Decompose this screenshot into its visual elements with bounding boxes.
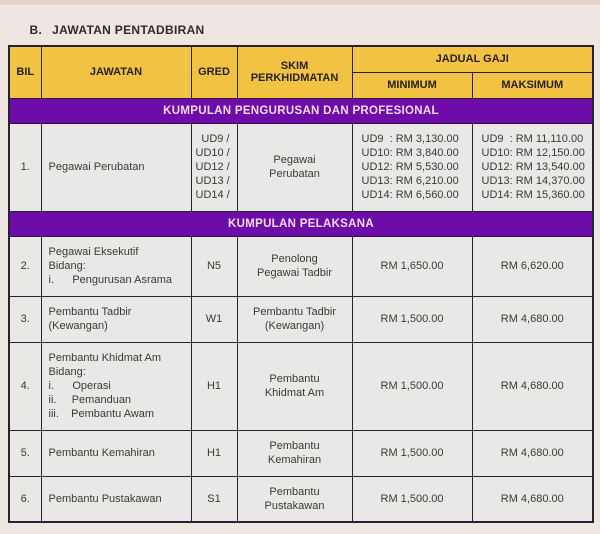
cell-gaji-maksimum xyxy=(472,296,593,342)
cell-line: H1 xyxy=(206,380,222,392)
cell-gaji-maksimum xyxy=(472,476,593,522)
table-row xyxy=(9,123,593,211)
cell-jawatan xyxy=(41,236,191,296)
cell-skim-perkhidmatan xyxy=(237,342,352,430)
table-header-row-1 xyxy=(9,46,593,72)
cell-line: Pembantu Khidmat Am xyxy=(48,352,162,364)
cell-gred xyxy=(191,236,237,296)
cell-line: UD10: RM 12,150.00 xyxy=(481,147,585,159)
cell-gred xyxy=(191,430,237,476)
cell-gaji-maksimum xyxy=(472,342,593,430)
cell-gaji-minimum xyxy=(352,476,472,522)
cell-line: Pembantu Kemahiran xyxy=(48,447,155,459)
cell-gaji-minimum xyxy=(352,123,472,211)
cell-line: UD13: RM 14,370.00 xyxy=(481,175,585,187)
cell-line: 2. xyxy=(20,260,30,272)
col-header-gred: GRED xyxy=(191,46,237,98)
col-header-minimum: MINIMUM xyxy=(352,72,472,98)
table-row xyxy=(9,342,593,430)
table-row xyxy=(9,296,593,342)
cell-line: 6. xyxy=(20,492,30,505)
cell-line: Pegawai xyxy=(273,154,316,166)
cell-gred xyxy=(191,296,237,342)
cell-bil xyxy=(9,430,41,476)
section-letter: B. xyxy=(29,23,43,37)
cell-line: UD14: RM 6,560.00 xyxy=(361,189,459,201)
cell-line: Pembantu xyxy=(269,440,320,452)
cell-line: Bidang: xyxy=(48,260,86,272)
jawatan-table xyxy=(8,45,594,523)
cell-gaji-maksimum xyxy=(472,123,593,211)
section-banner: KUMPULAN PELAKSANA xyxy=(9,211,593,236)
cell-line: 3. xyxy=(20,313,30,325)
cell-line: RM 1,500.00 xyxy=(380,313,444,325)
cell-line: Pembantu Pustakawan xyxy=(48,492,162,505)
cell-line: RM 4,680.00 xyxy=(500,447,564,459)
cell-line: Khidmat Am xyxy=(264,387,325,399)
cell-gaji-minimum xyxy=(352,430,472,476)
cell-line: Pegawai Tadbir xyxy=(256,267,332,279)
col-header-jawatan: JAWATAN xyxy=(41,46,191,98)
cell-skim-perkhidmatan xyxy=(237,123,352,211)
cell-line: Pustakawan xyxy=(264,499,325,512)
cell-line: iii. Pembantu Awam xyxy=(48,408,155,420)
cell-line: RM 1,500.00 xyxy=(380,492,444,505)
table-row xyxy=(9,236,593,296)
cell-bil xyxy=(9,342,41,430)
cell-line: UD10: RM 3,840.00 xyxy=(361,147,459,159)
cell-line: (Kewangan) xyxy=(264,320,325,332)
cell-bil xyxy=(9,296,41,342)
cell-line: (Kewangan) xyxy=(48,320,108,332)
cell-line: i. Operasi xyxy=(48,380,111,392)
cell-gaji-maksimum xyxy=(472,236,593,296)
cell-gaji-minimum xyxy=(352,342,472,430)
skim-header-line2: PERKHIDMATAN xyxy=(250,72,339,85)
cell-line: Pembantu xyxy=(269,485,320,498)
table-row xyxy=(9,430,593,476)
cell-line: RM 4,680.00 xyxy=(500,313,564,325)
cell-line: RM 1,500.00 xyxy=(380,380,444,392)
cell-line: UD14 / xyxy=(195,189,230,201)
cell-line: Penolong xyxy=(271,253,318,265)
cell-line: Bidang: xyxy=(48,366,86,378)
cell-gaji-maksimum xyxy=(472,430,593,476)
cell-line: RM 4,680.00 xyxy=(500,492,564,505)
cell-line: UD12: RM 13,540.00 xyxy=(481,161,585,173)
section-banner: KUMPULAN PENGURUSAN DAN PROFESIONAL xyxy=(9,98,593,123)
cell-line: RM 1,500.00 xyxy=(380,447,444,459)
cell-jawatan xyxy=(41,430,191,476)
cell-line: H1 xyxy=(206,447,222,459)
cell-line: Pegawai Eksekutif xyxy=(48,246,139,258)
cell-line: 5. xyxy=(20,447,30,459)
cell-line: UD14: RM 15,360.00 xyxy=(481,189,585,201)
cell-bil xyxy=(9,123,41,211)
cell-gred xyxy=(191,342,237,430)
cell-line: Pembantu Tadbir xyxy=(253,306,336,318)
cell-line: ii. Pemanduan xyxy=(48,394,132,406)
cell-line: UD13: RM 6,210.00 xyxy=(361,175,459,187)
section-banner-row xyxy=(9,98,593,123)
cell-line: UD9 : RM 11,110.00 xyxy=(481,133,584,145)
cell-skim-perkhidmatan xyxy=(237,236,352,296)
cell-line: Pembantu xyxy=(269,373,320,385)
cell-line: i. Pengurusan Asrama xyxy=(48,274,173,286)
cell-jawatan xyxy=(41,296,191,342)
cell-line: 4. xyxy=(20,380,30,392)
cell-jawatan xyxy=(41,476,191,522)
cell-line: UD13 / xyxy=(195,175,230,187)
cell-line: UD10 / xyxy=(195,147,230,159)
skim-header-line1: SKIM xyxy=(280,60,309,73)
cell-bil xyxy=(9,236,41,296)
cell-jawatan xyxy=(41,123,191,211)
cell-line: UD12: RM 5,530.00 xyxy=(361,161,459,173)
cell-line: UD9 : RM 3,130.00 xyxy=(361,133,459,145)
cell-line: UD12 / xyxy=(195,161,230,173)
col-header-skim-perkhidmatan xyxy=(237,46,352,98)
cell-gaji-minimum xyxy=(352,296,472,342)
cell-line: 1. xyxy=(20,161,30,173)
cell-line: Perubatan xyxy=(269,168,320,180)
cell-gred xyxy=(191,476,237,522)
cell-line: S1 xyxy=(207,492,221,505)
cell-line: RM 6,620.00 xyxy=(500,260,564,272)
cell-line: N5 xyxy=(206,260,222,272)
cell-line: UD9 / xyxy=(201,133,230,145)
cell-line: W1 xyxy=(205,313,223,325)
cell-jawatan xyxy=(41,342,191,430)
cell-skim-perkhidmatan xyxy=(237,476,352,522)
cell-line: RM 1,650.00 xyxy=(380,260,444,272)
table-row xyxy=(9,476,593,522)
cell-skim-perkhidmatan xyxy=(237,430,352,476)
section-banner-row xyxy=(9,211,593,236)
cell-bil xyxy=(9,476,41,522)
cell-gaji-minimum xyxy=(352,236,472,296)
cell-line: RM 4,680.00 xyxy=(500,380,564,392)
cell-gred xyxy=(191,123,237,211)
cell-line: Pegawai Perubatan xyxy=(48,161,145,173)
cell-skim-perkhidmatan xyxy=(237,296,352,342)
cell-line: Kemahiran xyxy=(267,454,322,466)
col-header-jadual-gaji: JADUAL GAJI xyxy=(352,46,593,72)
section-title-text: JAWATAN PENTADBIRAN xyxy=(52,23,205,37)
cell-line: Pembantu Tadbir xyxy=(48,306,132,318)
top-strip xyxy=(0,0,600,5)
col-header-maksimum: MAKSIMUM xyxy=(472,72,593,98)
col-header-bil: BIL xyxy=(9,46,41,98)
